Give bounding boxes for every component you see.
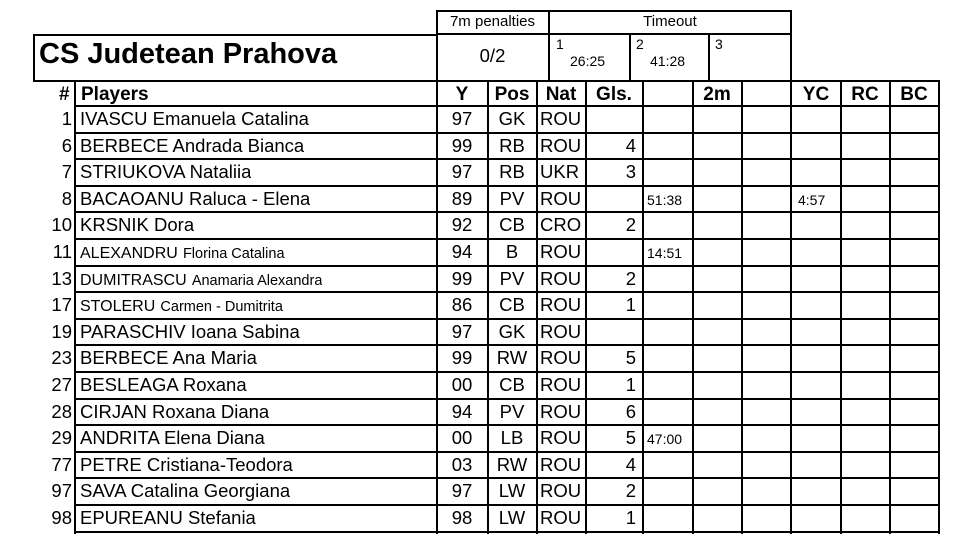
player-name <box>80 110 309 129</box>
player-year: 92 <box>451 214 473 235</box>
player-name <box>80 403 269 422</box>
player-nationality: ROU <box>540 347 582 368</box>
player-name <box>80 137 304 156</box>
player-surname: BESLEAGA <box>80 376 178 395</box>
player-position: B <box>505 241 519 262</box>
player-goals: 4 <box>625 135 636 156</box>
header-divider <box>708 34 710 82</box>
player-position: RW <box>496 454 528 475</box>
player-surname: CIRJAN <box>80 403 147 422</box>
player-number: 29 <box>51 427 72 448</box>
grid-row-line <box>74 477 940 479</box>
player-goals: 5 <box>625 347 636 368</box>
player-goals: 2 <box>625 480 636 501</box>
player-year: 99 <box>451 347 473 368</box>
player-number: 11 <box>52 241 72 262</box>
col-header-nationality: Nat <box>545 84 577 105</box>
player-position: RB <box>499 161 525 182</box>
player-nationality: ROU <box>540 294 582 315</box>
player-number: 98 <box>51 507 72 528</box>
col-header-players: Players <box>81 84 149 105</box>
header-divider <box>790 10 792 82</box>
player-nationality: ROU <box>540 401 582 422</box>
col-header-blue-card: BC <box>900 84 928 105</box>
player-given-names: Roxana Diana <box>151 403 270 422</box>
grid-row-line <box>74 211 940 213</box>
player-nationality: ROU <box>540 241 582 262</box>
player-given-names: Carmen - Dumitrita <box>160 299 283 315</box>
player-surname: PARASCHIV <box>80 323 186 342</box>
player-year: 98 <box>451 507 473 528</box>
player-position: CB <box>499 294 525 315</box>
player-position: LB <box>500 427 524 448</box>
player-position: PV <box>499 188 525 209</box>
player-number: 17 <box>51 294 72 315</box>
grid-column-line <box>692 80 694 534</box>
player-surname: PETRE <box>80 456 142 475</box>
player-goals: 2 <box>625 214 636 235</box>
player-goals: 4 <box>625 454 636 475</box>
player-number: 19 <box>51 321 72 342</box>
player-name <box>80 296 283 315</box>
player-position: CB <box>499 214 525 235</box>
player-nationality: ROU <box>540 454 582 475</box>
player-goals: 2 <box>625 268 636 289</box>
player-given-names: Andrada Bianca <box>172 137 305 156</box>
player-name <box>80 270 322 289</box>
col-header-goals: Gls. <box>596 84 632 105</box>
player-position: LW <box>498 480 526 501</box>
player-nationality: ROU <box>540 374 582 395</box>
player-year: 99 <box>451 135 473 156</box>
grid-column-line <box>642 80 644 534</box>
col-header-red-card: RC <box>851 84 879 105</box>
player-number: 1 <box>61 108 72 129</box>
player-number: 77 <box>51 454 72 475</box>
grid-row-line <box>74 185 940 187</box>
grid-row-line <box>74 318 940 320</box>
col-header-year: Y <box>455 84 469 105</box>
player-given-names: Florina Catalina <box>182 246 285 262</box>
player-given-names: Cristiana-Teodora <box>146 456 293 475</box>
timeout-2-time: 41:28 <box>650 53 686 69</box>
grid-row-line <box>74 531 940 533</box>
player-name <box>80 323 300 342</box>
player-nationality: CRO <box>540 214 582 235</box>
timeout-1-time: 26:25 <box>570 53 606 69</box>
player-given-names: Anamaria Alexandra <box>191 273 323 289</box>
player-nationality: UKR <box>540 161 580 182</box>
player-surname: DUMITRASCU <box>80 272 187 289</box>
player-number: 97 <box>51 480 72 501</box>
player-given-names: Stefania <box>187 509 256 528</box>
grid-row-line <box>74 158 940 160</box>
timeout-2-number: 2 <box>636 36 644 52</box>
grid-row-line <box>74 504 940 506</box>
penalties-label: 7m penalties <box>449 13 536 30</box>
player-position: RB <box>499 135 525 156</box>
grid-row-line <box>74 398 940 400</box>
player-given-names: Ana Maria <box>172 349 257 368</box>
grid-row-line <box>74 238 940 240</box>
player-name <box>80 482 290 501</box>
player-year: 94 <box>451 401 473 422</box>
player-given-names: Catalina Georgiana <box>130 482 291 501</box>
player-surname: IVASCU <box>80 110 148 129</box>
player-goals: 1 <box>625 294 636 315</box>
player-given-names: Emanuela Catalina <box>152 110 309 129</box>
player-position: PV <box>499 401 525 422</box>
player-year: 97 <box>451 480 473 501</box>
grid-row-line <box>74 105 940 107</box>
player-surname: EPUREANU <box>80 509 183 528</box>
timeout-label: Timeout <box>643 13 697 30</box>
player-nationality: ROU <box>540 135 582 156</box>
player-name <box>80 509 256 528</box>
col-header-yellow-card: YC <box>802 84 830 105</box>
player-position: PV <box>499 268 525 289</box>
team-rule-top <box>33 34 437 36</box>
player-surname: STOLERU <box>80 298 156 315</box>
player-year: 97 <box>451 161 473 182</box>
player-number: 13 <box>51 268 72 289</box>
grid-column-line <box>889 80 891 534</box>
grid-column-line <box>741 80 743 534</box>
player-year: 99 <box>451 268 473 289</box>
penalties-value: 0/2 <box>479 45 506 66</box>
player-number: 7 <box>61 161 72 182</box>
player-year: 03 <box>451 454 473 475</box>
player-given-names: Ioana Sabina <box>190 323 300 342</box>
player-name <box>80 216 194 235</box>
player-nationality: ROU <box>540 507 582 528</box>
header-divider <box>629 34 631 82</box>
player-surname: BACAOANU <box>80 190 184 209</box>
player-surname: ANDRITA <box>80 429 159 448</box>
grid-column-line <box>840 80 842 534</box>
header-rule-top <box>436 10 792 12</box>
player-given-names: Nataliia <box>189 163 252 182</box>
player-year: 00 <box>451 374 473 395</box>
grid-row-line <box>74 451 940 453</box>
player-position: CB <box>499 374 525 395</box>
header-rule-sub <box>436 33 792 35</box>
player-surname: BERBECE <box>80 349 169 368</box>
player-year: 94 <box>451 241 473 262</box>
player-given-names: Elena Diana <box>163 429 265 448</box>
grid-row-line <box>74 424 940 426</box>
player-nationality: ROU <box>540 427 582 448</box>
player-goals: 3 <box>625 161 636 182</box>
player-name <box>80 429 265 448</box>
player-surname: KRSNIK <box>80 216 149 235</box>
player-number: 27 <box>51 374 72 395</box>
player-number: 28 <box>51 401 72 422</box>
grid-column-line <box>938 80 940 534</box>
grid-row-line <box>74 265 940 267</box>
player-goals: 1 <box>625 507 636 528</box>
player-year: 97 <box>451 108 473 129</box>
player-goals: 6 <box>625 401 636 422</box>
player-nationality: ROU <box>540 480 582 501</box>
player-name <box>80 243 285 262</box>
player-name <box>80 456 293 475</box>
timeout-1-number: 1 <box>556 36 564 52</box>
header-divider <box>33 34 35 82</box>
player-2min-1: 47:00 <box>647 431 683 447</box>
grid-row-line <box>74 132 940 134</box>
player-name <box>80 376 247 395</box>
player-surname: STRIUKOVA <box>80 163 185 182</box>
player-given-names: Dora <box>154 216 195 235</box>
player-year: 00 <box>451 427 473 448</box>
grid-column-line <box>790 80 792 534</box>
player-nationality: ROU <box>540 268 582 289</box>
player-surname: BERBECE <box>80 137 169 156</box>
player-number: 6 <box>61 135 72 156</box>
player-number: 23 <box>51 347 72 368</box>
player-year: 97 <box>451 321 473 342</box>
player-name <box>80 190 310 209</box>
player-surname: ALEXANDRU <box>80 245 178 262</box>
player-position: GK <box>498 108 526 129</box>
grid-column-line <box>74 80 76 534</box>
col-header-2min: 2m <box>703 84 731 105</box>
player-given-names: Roxana <box>182 376 247 395</box>
team-name: CS Judetean Prahova <box>39 38 338 70</box>
player-year: 86 <box>451 294 473 315</box>
grid-row-line <box>74 291 940 293</box>
player-goals: 1 <box>625 374 636 395</box>
player-2min-1: 14:51 <box>647 245 683 261</box>
player-yellow-card: 4:57 <box>798 192 826 208</box>
grid-row-line <box>74 371 940 373</box>
player-position: RW <box>496 347 528 368</box>
timeout-3-number: 3 <box>715 36 723 52</box>
player-surname: SAVA <box>80 482 126 501</box>
player-given-names: Raluca - Elena <box>188 190 311 209</box>
player-goals: 5 <box>625 427 636 448</box>
player-nationality: ROU <box>540 188 582 209</box>
player-name <box>80 349 257 368</box>
player-position: LW <box>498 507 526 528</box>
col-header-number: # <box>59 84 70 105</box>
player-nationality: ROU <box>540 108 582 129</box>
player-number: 10 <box>51 214 72 235</box>
grid-row-line <box>74 344 940 346</box>
player-nationality: ROU <box>540 321 582 342</box>
col-header-position: Pos <box>494 84 530 105</box>
player-2min-1: 51:38 <box>647 192 683 208</box>
player-year: 89 <box>451 188 473 209</box>
player-position: GK <box>498 321 526 342</box>
player-name <box>80 163 251 182</box>
player-number: 8 <box>61 188 72 209</box>
